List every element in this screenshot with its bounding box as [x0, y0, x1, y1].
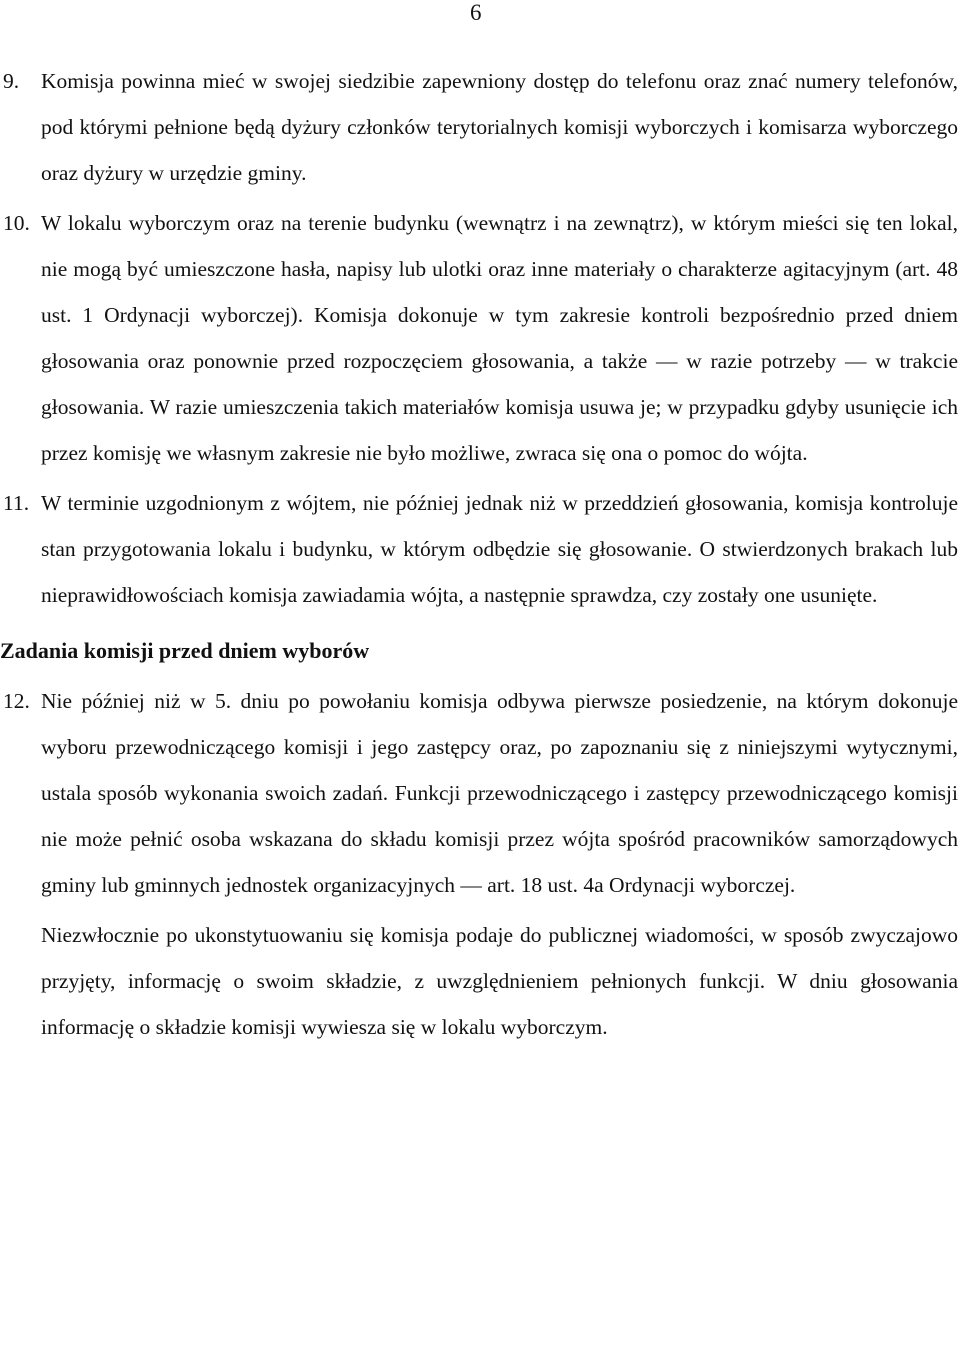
page-number: 6: [470, 0, 482, 25]
item-text: Komisja powinna mieć w swojej siedzibie zapewniony dostęp do telefonu oraz znać numery telefonów, pod którymi pełnione będą dyżury członków terytorialnych komisji wyborczych i komisarza wyborczego oraz dyżury w urzędzie gminy.: [41, 69, 958, 185]
item-text: W terminie uzgodnionym z wójtem, nie później jednak niż w przeddzień głosowania, komisja kontroluje stan przygotowania lokalu i budynku, w którym odbędzie się głosowanie. O stwierdzonych brakach lub nieprawidłowościach komisja zawiadamia wójta, a następnie sprawdza, czy zostały one usunięte.: [41, 491, 958, 607]
item-number: 10.: [3, 211, 30, 235]
document-body: [0, 58, 958, 1050]
list-item-10: [0, 200, 958, 476]
item-number: 12.: [3, 689, 30, 713]
section-heading: Zadania komisji przed dniem wyborów: [0, 638, 370, 663]
item-12-paragraph-2: Niezwłocznie po ukonstytuowaniu się komisja podaje do publicznej wiadomości, w sposób zwyczajowo przyjęty, informację o swoim składzie, z uwzględnieniem pełnionych funkcji. W dniu głosowania informację o składzie komisji wywiesza się w lokalu wyborczym.: [41, 923, 958, 1039]
list-item-9: [0, 58, 958, 196]
item-number: 9.: [3, 69, 20, 93]
item-text: W lokalu wyborczym oraz na terenie budynku (wewnątrz i na zewnątrz), w którym mieści się ten lokal, nie mogą być umieszczone hasła, napisy lub ulotki oraz inne materiały o charakterze agitacyjnym (art. 48 ust. 1 Ordynacji wyborczej). Komisja dokonuje w tym zakresie kontroli bezpośrednio przed dniem głosowania oraz ponownie przed rozpoczęciem głosowania, a także — w razie potrzeby — w trakcie głosowania. W razie umieszczenia takich materiałów komisja usuwa je; w przypadku gdyby usunięcie ich przez komisję we własnym zakresie nie było możliwe, zwraca się ona o pomoc do wójta.: [41, 211, 958, 465]
item-text: Nie później niż w 5. dniu po powołaniu komisja odbywa pierwsze posiedzenie, na którym dokonuje wyboru przewodniczącego komisji i jego zastępcy oraz, po zapoznaniu się z niniejszymi wytycznymi, ustala sposób wykonania swoich zadań. Funkcji przewodniczącego i zastępcy przewodniczącego komisji nie może pełnić osoba wskazana do składu komisji przez wójta spośród pracowników samorządowych gminy lub gminnych jednostek organizacyjnych — art. 18 ust. 4a Ordynacji wyborczej.: [41, 689, 958, 897]
item-number: 11.: [3, 491, 30, 515]
list-item-11: [0, 480, 958, 618]
list-item-12: [0, 678, 958, 908]
